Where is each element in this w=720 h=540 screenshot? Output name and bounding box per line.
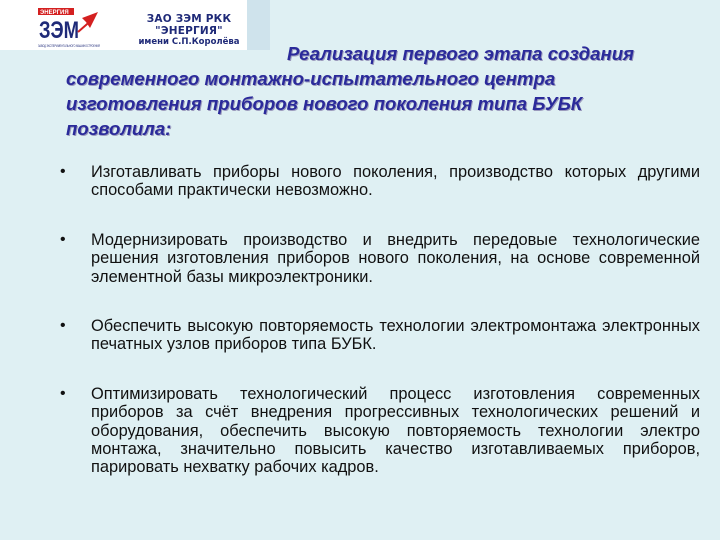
- bullet-icon: •: [60, 317, 66, 335]
- org-name-line2: имени С.П.Королёва: [138, 37, 240, 47]
- bullet-list: [60, 163, 700, 508]
- bullet-item: [60, 317, 700, 354]
- bullet-icon: •: [60, 384, 66, 402]
- bullet-text: Оптимизировать технологический процесс изготовления современных приборов за счёт внедрения прогрессивных технологических решений и оборудования, обеспечить высокую повторяемость технологии электро монтажа, значительно повысить качество изготавливаемых приборов, парировать нехватку рабочих кадров.: [91, 384, 700, 477]
- bullet-text: Обеспечить высокую повторяемость технологии электромонтажа электронных печатных узлов приборов типа БУБК.: [91, 317, 700, 354]
- bullet-text: Изготавливать приборы нового поколения, производство которых другими способами практически невозможно.: [91, 163, 700, 200]
- bullet-item: [60, 385, 700, 477]
- org-name-line1: ЗАО ЗЭМ РКК "ЭНЕРГИЯ": [146, 13, 232, 37]
- logo-caption: ЗАВОД ЭКСПЕРИМЕНТАЛЬНОГО МАШИНОСТРОЕНИЯ: [38, 43, 101, 48]
- logo-top-text: ЭНЕРГИЯ: [40, 10, 69, 16]
- slide-title: Реализация первого этапа создания современного монтажно-испытательного центра изготовления приборов нового поколения типа БУБК позволила:: [66, 43, 635, 139]
- logo-main-text: ЗЭМ: [39, 17, 79, 44]
- bullet-icon: •: [60, 230, 66, 248]
- bullet-text: Модернизировать производство и внедрить передовые технологические решения изготовления приборов нового поколения, на основе современной элементной базы микроэлектроники.: [91, 230, 700, 286]
- bullet-icon: •: [60, 163, 66, 180]
- bullet-item: [60, 231, 700, 286]
- bullet-item: [60, 163, 700, 200]
